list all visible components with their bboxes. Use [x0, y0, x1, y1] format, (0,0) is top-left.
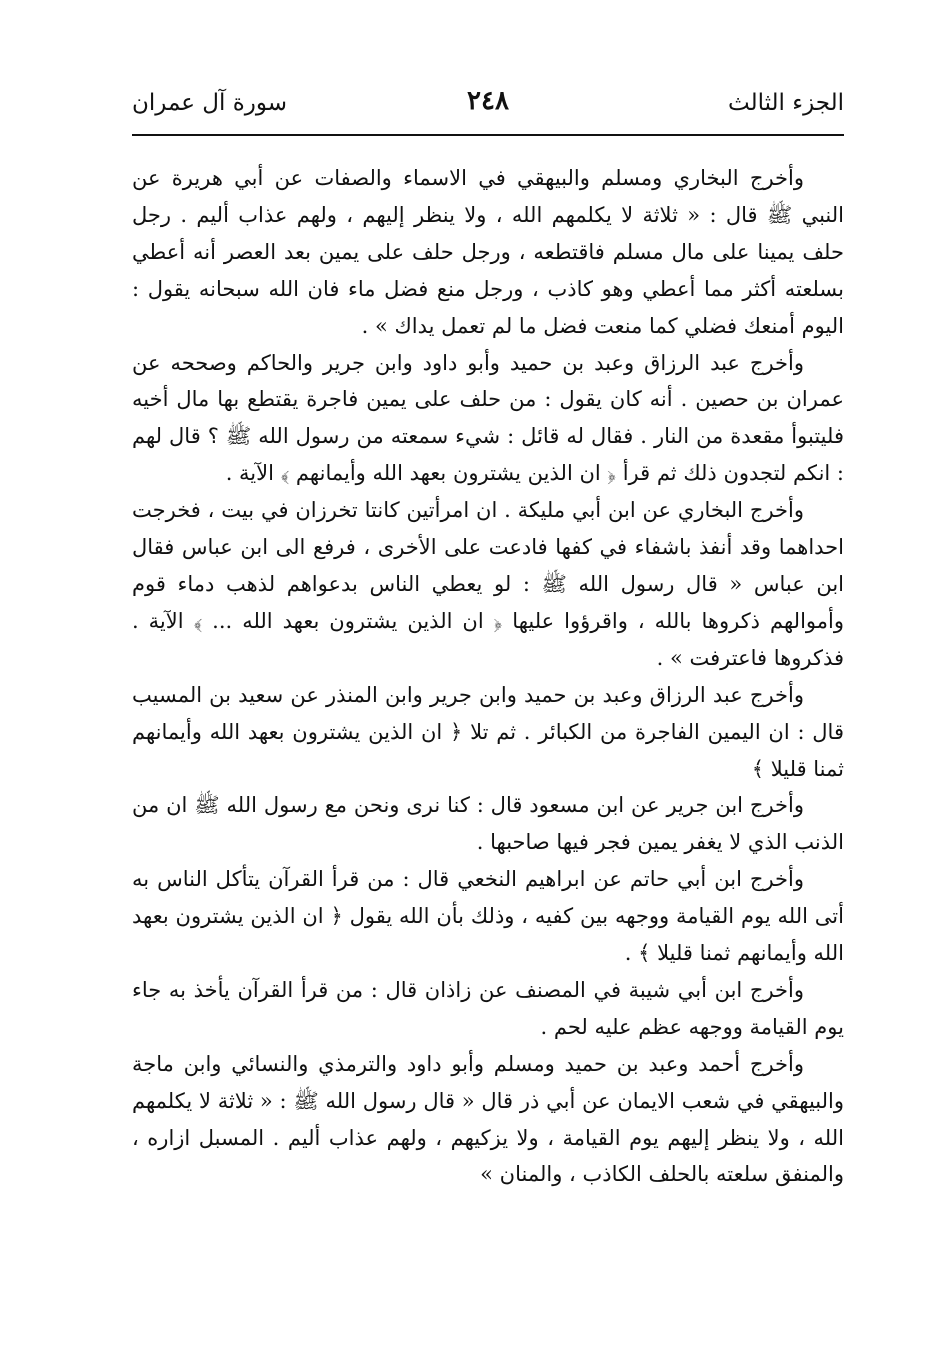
- page-header: [132, 84, 844, 132]
- paragraph: وأخرج عبد الرزاق وعبد بن حميد وابن جرير وابن المنذر عن سعيد بن المسيب قال : ان اليمين الفاجرة من الكبائر . ثم تلا ﴿ ان الذين يشترون بعهد الله وأيمانهم ثمنا قليلا ﴾: [132, 682, 844, 781]
- page-number: ٢٤٨: [467, 86, 509, 116]
- sura-title: سورة آل عمران: [132, 90, 288, 116]
- paragraph: وأخرج ابن جرير عن ابن مسعود قال : كنا نرى ونحن مع رسول الله ﷺ ان من الذنب الذي لا يغفر يمين فجر فيها صاحبها .: [132, 793, 844, 855]
- paragraph: وأخرج البخاري ومسلم والبيهقي في الاسماء والصفات عن أبي هريرة عن النبي ﷺ قال : « ثلاثة لا يكلمهم الله ، ولا ينظر إليهم ، ولهم عذاب أليم . رجل حلف يمينا على مال مسلم فاقتطعه ، ورجل حلف على يمين بعد العصر أنه أعطي بسلعته أكثر مما أعطي وهو كاذب ، ورجل منع فضل ماء فان الله سبحانه يقول : اليوم أمنعك فضلي كما منعت فضل ما لم تعمل يداك » .: [132, 166, 844, 338]
- paragraph: وأخرج عبد الرزاق وعبد بن حميد وأبو داود وابن جرير والحاكم وصححه عن عمران بن حصين . أنه كان يقول : من حلف على يمين فاجرة يقتطع بها مال أخيه فليتبوأ مقعدة من النار . فقال له قائل : شيء سمعته من رسول الله ﷺ ؟ قال لهم : انكم لتجدون ذلك ثم قرأ ﴿ ان الذين يشترون بعهد الله وأيمانهم ﴾ الآية .: [132, 350, 844, 486]
- juz-label: الجزء الثالث: [728, 90, 844, 116]
- page-body: [132, 160, 844, 1310]
- paragraph: وأخرج ابن أبي حاتم عن ابراهيم النخعي قال : من قرأ القرآن يتأكل الناس به أتى الله يوم القيامة ووجهه بين كفيه ، وذلك بأن الله يقول ﴿ ان الذين يشترون بعهد الله وأيمانهم ثمنا قليلا ﴾ .: [132, 867, 844, 966]
- paragraph: وأخرج ابن أبي شيبة في المصنف عن زاذان قال : من قرأ القرآن يأخذ به جاء يوم القيامة ووجهه عظم عليه لحم .: [132, 977, 844, 1039]
- header-divider: [132, 134, 844, 136]
- paragraph: وأخرج البخاري عن ابن أبي مليكة . ان امرأتين كانتا تخرزان في بيت ، فخرجت احداهما وقد أنفذ باشفاء في كفها فادعت على الأخرى ، فرفع الى ابن عباس فقال ابن عباس « قال رسول الله ﷺ : لو يعطي الناس بدعواهم لذهب دماء قوم وأموالهم ذكروها بالله ، واقرؤوا عليها ﴿ ان الذين يشترون بعهد الله ... ﴾ الآية . فذكروها فاعترفت » .: [132, 498, 844, 670]
- paragraph: وأخرج أحمد وعبد بن حميد ومسلم وأبو داود والترمذي والنسائي وابن ماجة والبيهقي في شعب الايمان عن أبي ذر قال « قال رسول الله ﷺ : « ثلاثة لا يكلمهم الله ، ولا ينظر إليهم يوم القيامة ، ولا يزكيهم ، ولهم عذاب أليم . المسبل ازاره ، والمنفق سلعته بالحلف الكاذب ، والمنان »: [132, 1051, 844, 1187]
